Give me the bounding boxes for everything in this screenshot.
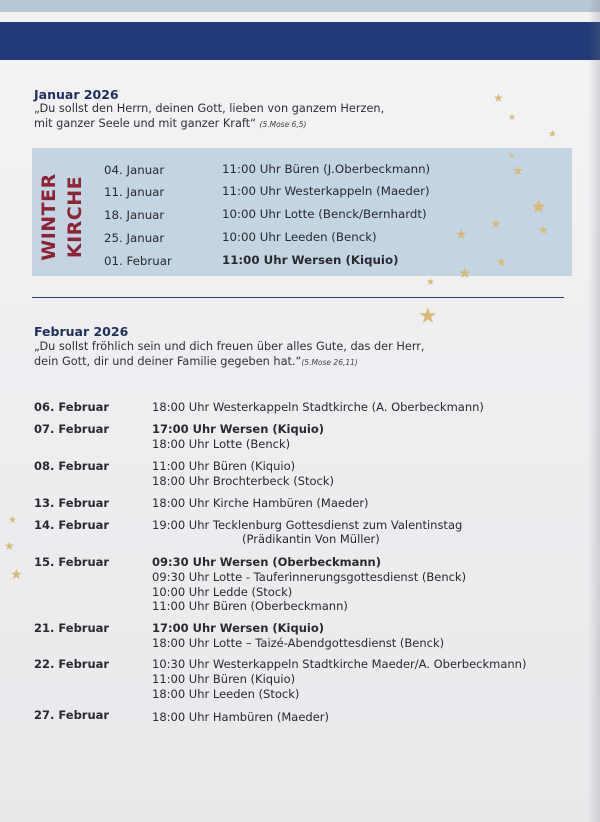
service-line: 11:00 Uhr Büren (Kiquio) (152, 672, 296, 686)
page-edge-shadow (588, 0, 600, 822)
february-verse-ref: (5.Mose 26,11) (301, 358, 358, 367)
top-edge-band (0, 0, 600, 12)
february-verse-line-2 (34, 354, 358, 370)
winter-date: 01. Februar (104, 254, 172, 268)
service-line: 18:00 Uhr Leeden (Stock) (152, 687, 300, 701)
service-date: 13. Februar (34, 496, 110, 510)
star-icon: ★ (512, 164, 524, 179)
service-date: 06. Februar (34, 400, 110, 414)
service-line: 11:00 Uhr Büren (Kiquio) (152, 459, 296, 473)
service-line: 10:00 Uhr Ledde (Stock) (152, 585, 293, 599)
january-verse-ref: (5.Mose 6,5) (259, 120, 307, 129)
star-icon: ★ (8, 515, 17, 526)
service-line: 09:30 Uhr Wersen (Oberbeckmann) (152, 555, 381, 569)
winter-info: 11:00 Uhr Westerkappeln (Maeder) (222, 184, 430, 198)
winter-date: 18. Januar (104, 208, 165, 222)
service-line: 18:00 Uhr Westerkappeln Stadtkirche (A. Oberbeckmann) (152, 400, 484, 414)
winter-label-column (38, 162, 60, 272)
service-line: 19:00 Uhr Tecklenburg Gottesdienst zum Valentinstag (152, 518, 463, 532)
star-icon: ★ (490, 217, 502, 232)
star-icon: ★ (496, 255, 507, 269)
february-title: Februar 2026 (34, 324, 129, 339)
winter-date: 04. Januar (104, 163, 165, 177)
star-icon: ★ (548, 129, 557, 140)
service-date: 21. Februar (34, 621, 110, 635)
winter-info: 10:00 Uhr Leeden (Benck) (222, 230, 377, 244)
star-icon: ★ (418, 304, 438, 329)
top-edge-strip (0, 12, 600, 22)
star-icon: ★ (508, 113, 517, 123)
january-verse-text: mit ganzer Seele und mit ganzer Kraft“ (34, 117, 256, 130)
february-verse-text: dein Gott, dir und deiner Familie gegeben hat.“ (34, 355, 302, 368)
star-icon: ★ (493, 91, 504, 105)
service-line: 10:30 Uhr Westerkappeln Stadtkirche Maeder/A. Oberbeckmann) (152, 657, 527, 671)
star-icon: ★ (538, 223, 549, 237)
winter-info: 11:00 Uhr Wersen (Kiquio) (222, 253, 399, 267)
star-icon: ★ (426, 277, 435, 288)
service-date: 08. Februar (34, 459, 110, 473)
service-line: 18:00 Uhr Brochterbeck (Stock) (152, 474, 335, 488)
january-verse-line-2 (34, 116, 306, 132)
service-line: 17:00 Uhr Wersen (Kiquio) (152, 422, 325, 436)
service-date: 27. Februar (34, 708, 110, 722)
star-icon: ★ (508, 151, 516, 160)
service-line: 09:30 Uhr Lotte - Tauferinnerungsgottesdienst (Benck) (152, 570, 467, 584)
service-date: 15. Februar (34, 555, 110, 569)
star-icon: ★ (4, 539, 15, 553)
service-line: 18:00 Uhr Kirche Hambüren (Maeder) (152, 496, 369, 510)
winter-date: 25. Januar (104, 231, 165, 245)
winter-info: 11:00 Uhr Büren (J.Oberbeckmann) (222, 162, 431, 176)
service-line: 18:00 Uhr Hambüren (Maeder) (152, 710, 329, 724)
star-icon: ★ (10, 567, 23, 583)
service-date: 14. Februar (34, 518, 110, 532)
star-icon: ★ (455, 227, 468, 243)
kirche-label-column (64, 162, 86, 272)
section-divider (32, 297, 564, 298)
february-verse-line-1: „Du sollst fröhlich sein und dich freuen über alles Gute, das der Herr, (34, 340, 425, 353)
header-bar (0, 22, 600, 60)
kirche-label-text: KIRCHE (64, 175, 86, 259)
service-line: 18:00 Uhr Lotte (Benck) (152, 437, 291, 451)
service-line: 17:00 Uhr Wersen (Kiquio) (152, 621, 325, 635)
service-line: 11:00 Uhr Büren (Oberbeckmann) (152, 599, 348, 613)
service-line: 18:00 Uhr Lotte – Taizé-Abendgottesdienst (Benck) (152, 636, 445, 650)
service-date: 07. Februar (34, 422, 110, 436)
winter-date: 11. Januar (104, 185, 165, 199)
winter-info: 10:00 Uhr Lotte (Benck/Bernhardt) (222, 207, 427, 221)
service-date: 22. Februar (34, 657, 110, 671)
star-icon: ★ (458, 264, 472, 282)
winter-label-text: WINTER (38, 173, 60, 261)
service-line: (Prädikantin Von Müller) (242, 532, 380, 546)
star-icon: ★ (530, 196, 548, 218)
january-title: Januar 2026 (34, 87, 119, 102)
january-verse-line-1: „Du sollst den Herrn, deinen Gott, lieben von ganzem Herzen, (34, 102, 385, 115)
